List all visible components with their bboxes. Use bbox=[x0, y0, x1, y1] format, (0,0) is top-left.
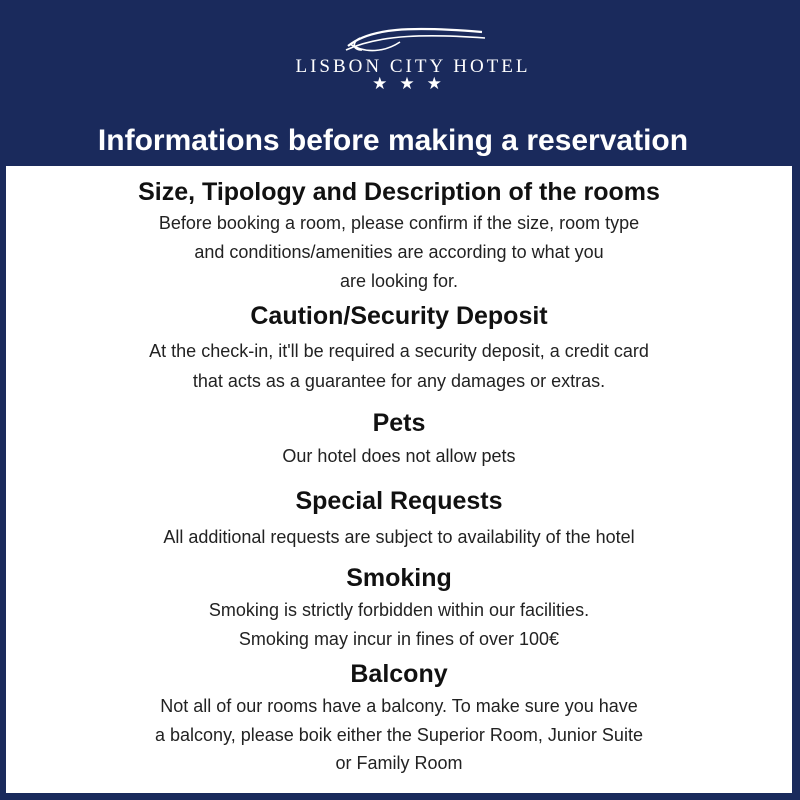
section-text-rooms-line2: and conditions/amenities are according to what you bbox=[194, 242, 604, 262]
section-heading-smoking: Smoking bbox=[346, 564, 452, 592]
section-text-rooms-line3: are looking for. bbox=[339, 271, 459, 291]
section-text-smoking-line2: Smoking may incur in fines of over 100€ bbox=[238, 629, 560, 649]
section-text-deposit-line2: that acts as a guarantee for any damages or extras. bbox=[192, 371, 606, 391]
section-text-balcony-line2: a balcony, please boik either the Superior Room, Junior Suite bbox=[155, 725, 643, 745]
section-text-balcony-line1: Not all of our rooms have a balcony. To make sure you have bbox=[160, 696, 638, 716]
section-text-requests: All additional requests are subject to availability of the hotel bbox=[163, 527, 635, 547]
section-text-pets: Our hotel does not allow pets bbox=[282, 446, 516, 466]
header-banner bbox=[0, 0, 800, 165]
hotel-logo-swoosh-icon bbox=[340, 24, 490, 60]
section-heading-requests: Special Requests bbox=[295, 487, 503, 515]
page-title: Informations before making a reservation bbox=[97, 124, 689, 157]
section-text-balcony-line3: or Family Room bbox=[335, 753, 463, 773]
hotel-name: LISBON CITY HOTEL bbox=[295, 56, 531, 77]
section-text-deposit-line1: At the check-in, it'll be required a security deposit, a credit card bbox=[149, 341, 649, 361]
section-text-smoking-line1: Smoking is strictly forbidden within our facilities. bbox=[208, 600, 590, 620]
section-text-rooms-line1: Before booking a room, please confirm if the size, room type bbox=[158, 213, 640, 233]
section-heading-rooms: Size, Tipology and Description of the rooms bbox=[138, 178, 660, 206]
section-heading-pets: Pets bbox=[372, 409, 426, 437]
section-heading-deposit: Caution/Security Deposit bbox=[250, 302, 548, 330]
section-heading-balcony: Balcony bbox=[350, 660, 448, 688]
hotel-stars: ★★★ bbox=[372, 74, 454, 93]
info-panel bbox=[6, 166, 792, 793]
